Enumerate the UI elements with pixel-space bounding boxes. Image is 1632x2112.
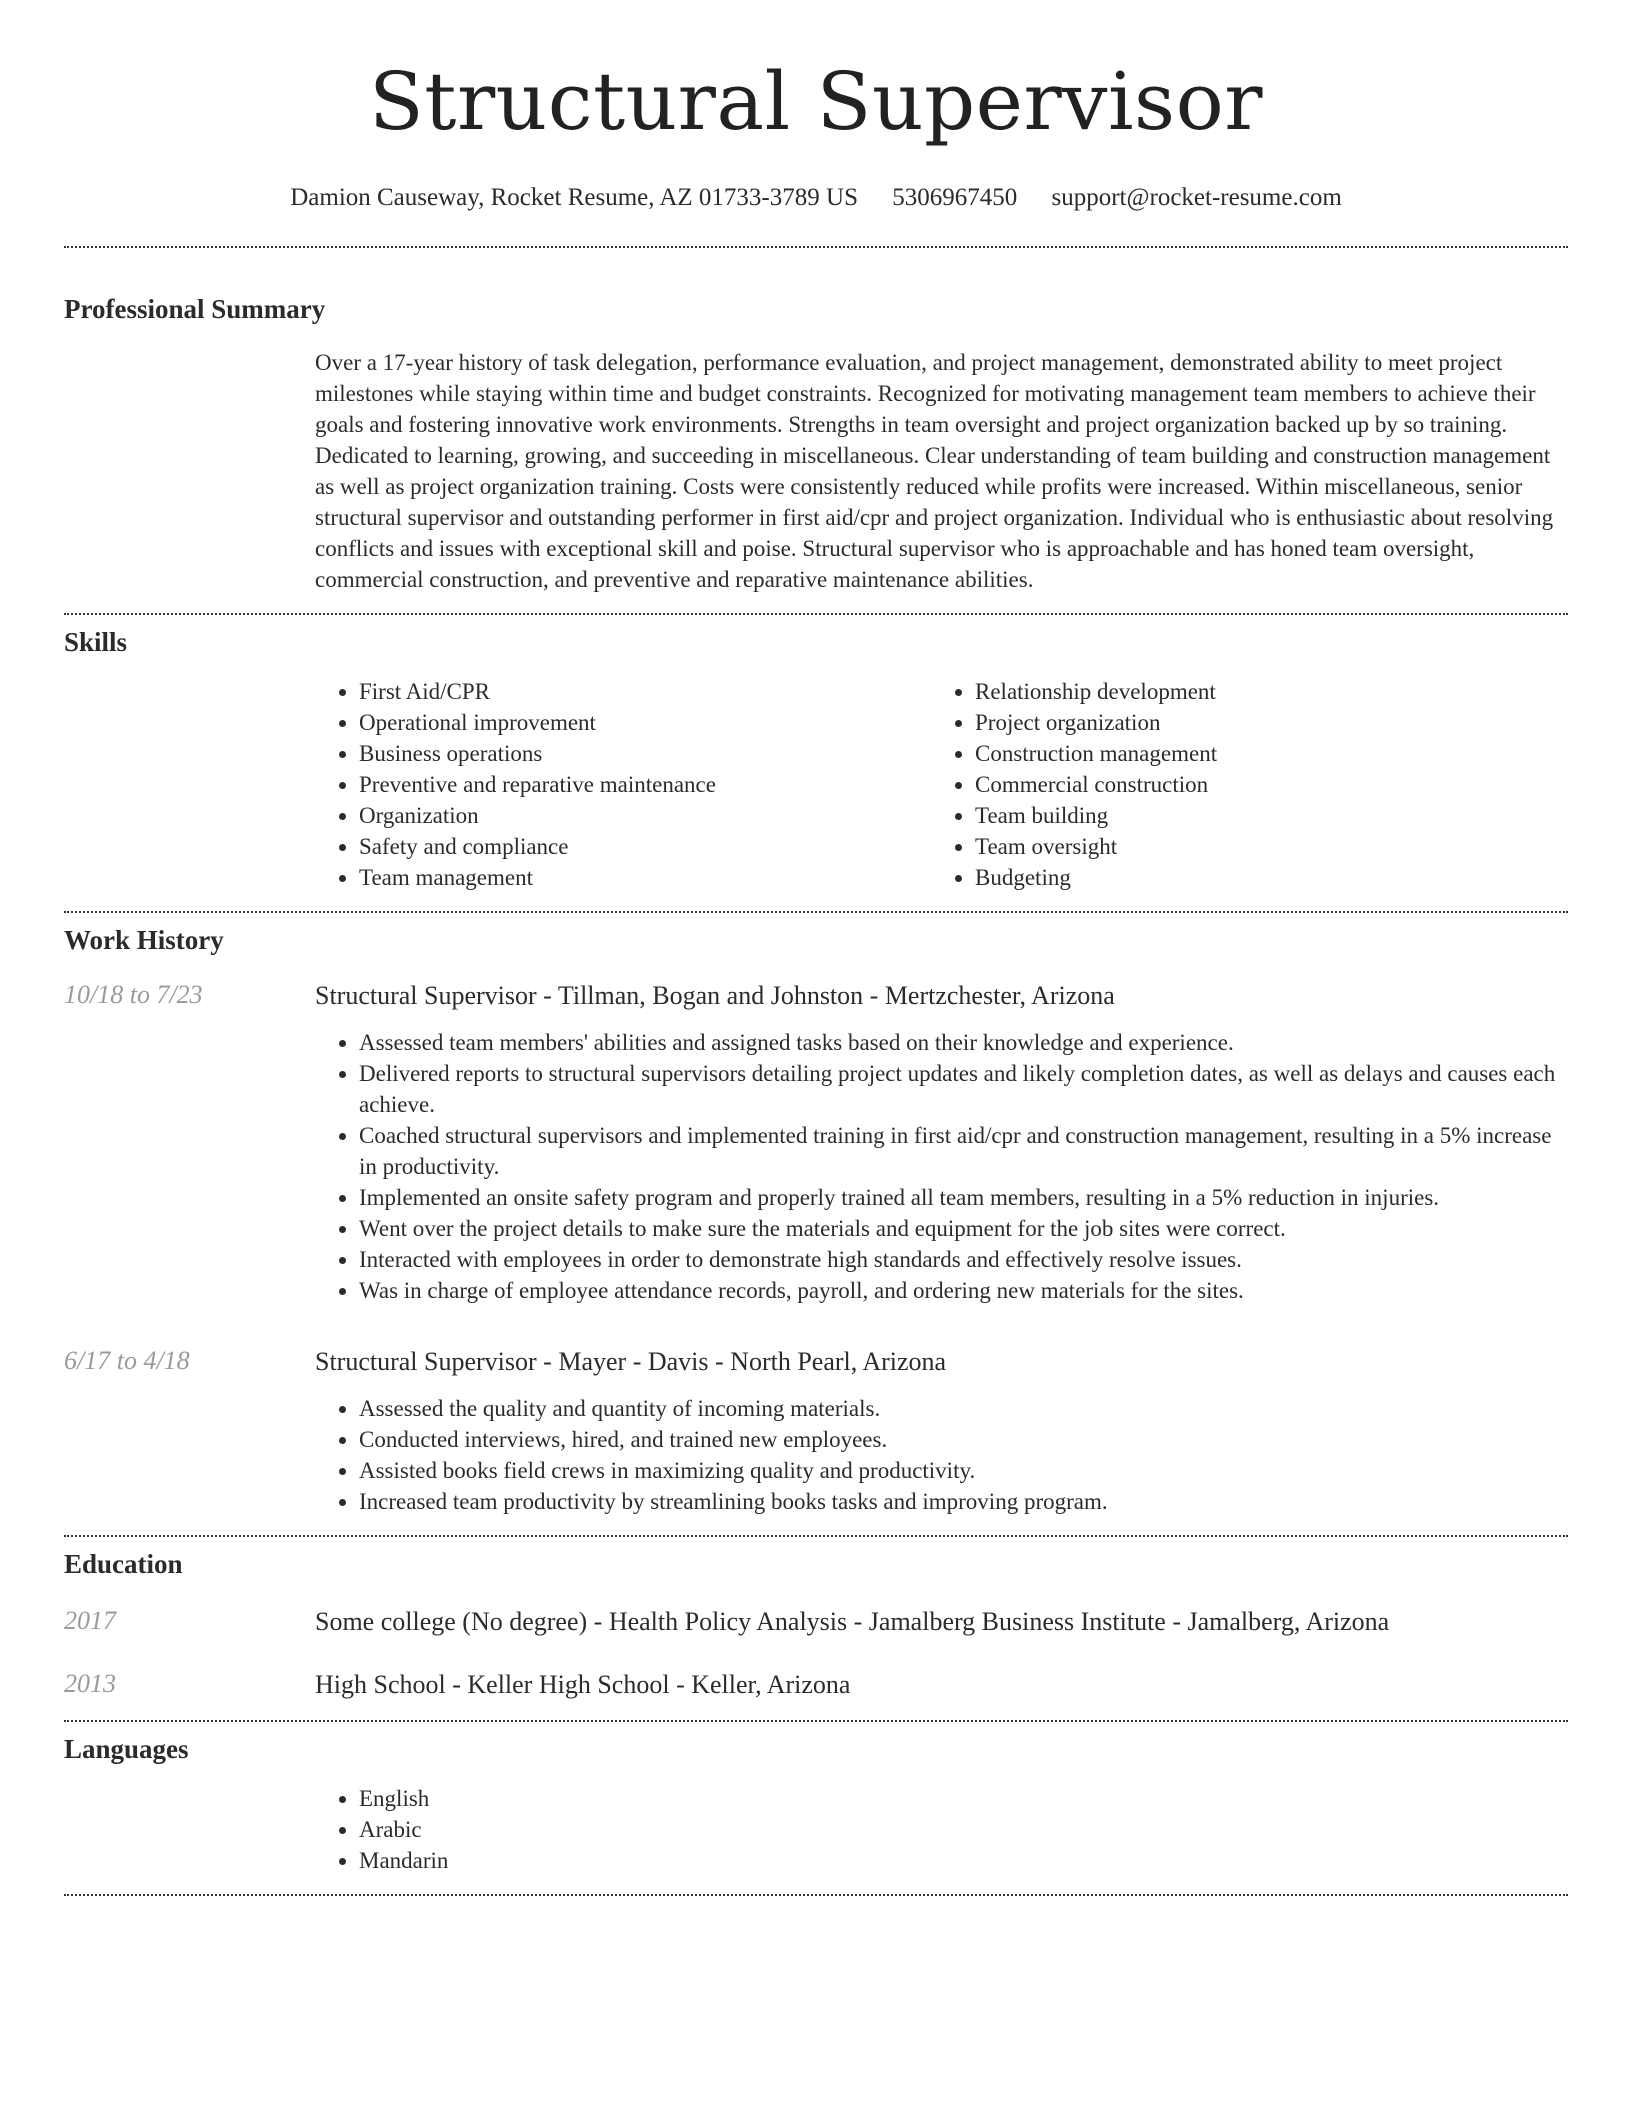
job-bullets: [315, 1393, 1568, 1517]
job-bullet: • Increased team productivity by streamlining books tasks and improving program.: [359, 1486, 1568, 1517]
education-year: 2017: [64, 1606, 116, 1635]
contact-email: support@rocket-resume.com: [1051, 184, 1342, 211]
language-item: • English: [359, 1783, 1568, 1814]
education-section: [64, 1537, 1568, 1720]
contact-line: [64, 184, 1568, 212]
work-history-section: [64, 913, 1568, 1535]
education-text: Some college (No degree) - Health Policy Analysis - Jamalberg Business Institute - Jamalberg, Arizona: [315, 1607, 1390, 1636]
job-entry: [64, 980, 1568, 1306]
job-bullets: [315, 1027, 1568, 1306]
skill-item: • Operational improvement: [359, 707, 931, 738]
skills-column-right: [931, 676, 1547, 893]
skills-section: [64, 615, 1568, 893]
education-entry: [64, 1669, 1568, 1700]
skill-item: • Team management: [359, 862, 931, 893]
skills-column-left: [315, 676, 931, 893]
section-title-skills: Skills: [64, 627, 128, 657]
job-bullet: • Implemented an onsite safety program and properly trained all team members, resulting in a 5% reduction in injuries.: [359, 1182, 1568, 1213]
job-bullet: • Assessed the quality and quantity of incoming materials.: [359, 1393, 1568, 1424]
divider: [64, 1894, 1568, 1896]
summary-text: Over a 17-year history of task delegation, performance evaluation, and project management, demonstrated ability to meet project milestones while staying within time and budget constraints. Recognized for motivating management team members to achieve their goals and fostering innovative work environments. Strengths in team oversight and project organization backed up by so training. Dedicated to learning, growing, and succeeding in miscellaneous. Clear understanding of team building and construction management as well as project organization training. Costs were consistently reduced while profits were increased. Within miscellaneous, senior structural supervisor and outstanding performer in first aid/cpr and project organization. Individual who is enthusiastic about resolving conflicts and issues with exceptional skill and poise. Structural supervisor who is approachable and has honed team oversight, commercial construction, and preventive and reparative maintenance abilities.: [315, 350, 1554, 592]
job-heading: Structural Supervisor - Tillman, Bogan and Johnston - Mertzchester, Arizona: [315, 981, 1115, 1010]
section-title-work: Work History: [64, 925, 224, 955]
skill-item: • Team oversight: [975, 831, 1547, 862]
skill-item: • Business operations: [359, 738, 931, 769]
skill-item: • Project organization: [975, 707, 1547, 738]
languages-list: [315, 1783, 1568, 1876]
job-dates: 6/17 to 4/18: [64, 1346, 190, 1375]
skill-item: • Relationship development: [975, 676, 1547, 707]
skill-item: • Construction management: [975, 738, 1547, 769]
job-dates: 10/18 to 7/23: [64, 980, 203, 1009]
job-bullet: • Conducted interviews, hired, and trained new employees.: [359, 1424, 1568, 1455]
contact-phone: 5306967450: [892, 184, 1018, 211]
job-bullet: • Delivered reports to structural supervisors detailing project updates and likely completion dates, as well as delays and causes each achieve.: [359, 1058, 1568, 1120]
skills-grid: [315, 676, 1568, 893]
language-item: • Mandarin: [359, 1845, 1568, 1876]
education-text: High School - Keller High School - Keller, Arizona: [315, 1670, 851, 1699]
job-bullet: • Assessed team members' abilities and assigned tasks based on their knowledge and experience.: [359, 1027, 1568, 1058]
education-year: 2013: [64, 1669, 116, 1698]
skill-item: • Preventive and reparative maintenance: [359, 769, 931, 800]
section-title-languages: Languages: [64, 1734, 189, 1764]
skill-item: • Organization: [359, 800, 931, 831]
job-bullet: • Was in charge of employee attendance records, payroll, and ordering new materials for the sites.: [359, 1275, 1568, 1306]
job-bullet: • Assisted books field crews in maximizing quality and productivity.: [359, 1455, 1568, 1486]
summary-section: [64, 248, 1568, 595]
resume-title: Structural Supervisor: [368, 55, 1263, 148]
skill-item: • First Aid/CPR: [359, 676, 931, 707]
education-entry: [64, 1606, 1568, 1637]
contact-address: Damion Causeway, Rocket Resume, AZ 01733-3789 US: [290, 184, 858, 211]
job-entry: [64, 1346, 1568, 1517]
skill-item: • Commercial construction: [975, 769, 1547, 800]
job-heading: Structural Supervisor - Mayer - Davis - North Pearl, Arizona: [315, 1347, 947, 1376]
job-bullet: • Went over the project details to make sure the materials and equipment for the job sites were correct.: [359, 1213, 1568, 1244]
section-title-summary: Professional Summary: [64, 294, 326, 324]
skill-item: • Budgeting: [975, 862, 1547, 893]
skill-item: • Team building: [975, 800, 1547, 831]
job-bullet: • Interacted with employees in order to demonstrate high standards and effectively resolve issues.: [359, 1244, 1568, 1275]
job-bullet: • Coached structural supervisors and implemented training in first aid/cpr and construction management, resulting in a 5% increase in productivity.: [359, 1120, 1568, 1182]
section-title-education: Education: [64, 1549, 183, 1579]
languages-section: [64, 1722, 1568, 1876]
skill-item: • Safety and compliance: [359, 831, 931, 862]
language-item: • Arabic: [359, 1814, 1568, 1845]
